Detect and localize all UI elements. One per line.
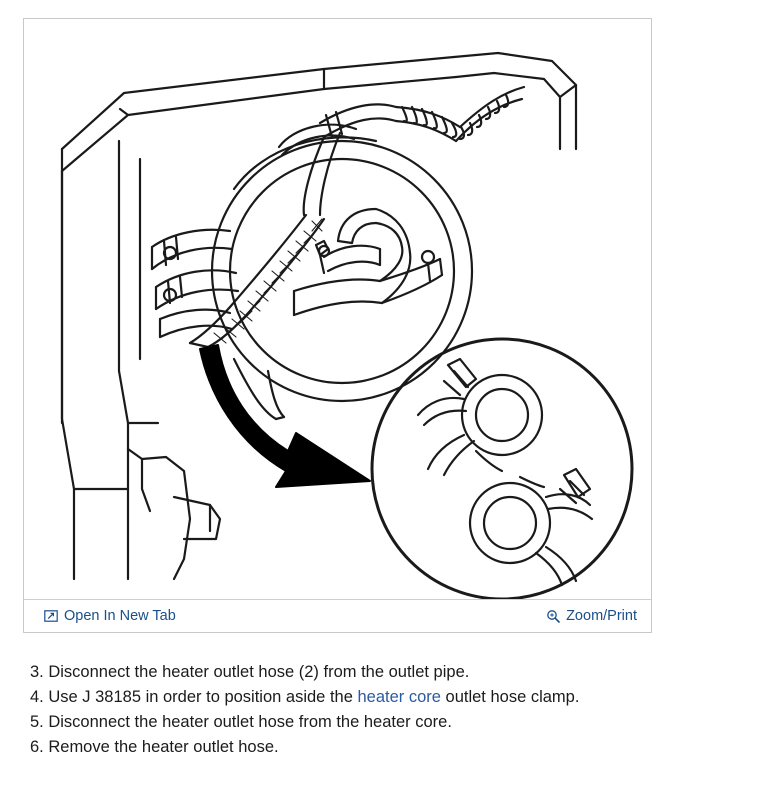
zoom-print-label: Zoom/Print [566,608,637,624]
step-number: 3. [30,663,44,681]
step-text: Disconnect the heater outlet hose from the heater core. [43,713,452,731]
zoom-print-button[interactable] [546,606,637,626]
list-item [30,710,730,735]
open-in-new-tab-button[interactable] [44,606,176,626]
open-in-new-tab-icon [44,609,58,623]
list-item [30,685,730,710]
step-number: 5. [30,713,44,731]
open-in-new-tab-label: Open In New Tab [64,608,176,624]
list-item [30,735,730,760]
step-text: Use J 38185 in order to position aside the [43,688,358,706]
magnifier-icon [546,609,560,623]
step-text: Remove the heater outlet hose. [43,738,279,756]
step-text: Disconnect the heater outlet hose (2) from the outlet pipe. [43,663,470,681]
figure-illustration [24,19,651,599]
figure-toolbar [24,599,651,632]
step-number: 4. [30,688,44,706]
step-number: 6. [30,738,44,756]
list-item [30,660,730,685]
heater-core-link[interactable]: heater core [357,688,441,706]
figure-panel [23,18,652,633]
procedure-steps [30,660,730,760]
step-text-after: outlet hose clamp. [440,688,580,706]
